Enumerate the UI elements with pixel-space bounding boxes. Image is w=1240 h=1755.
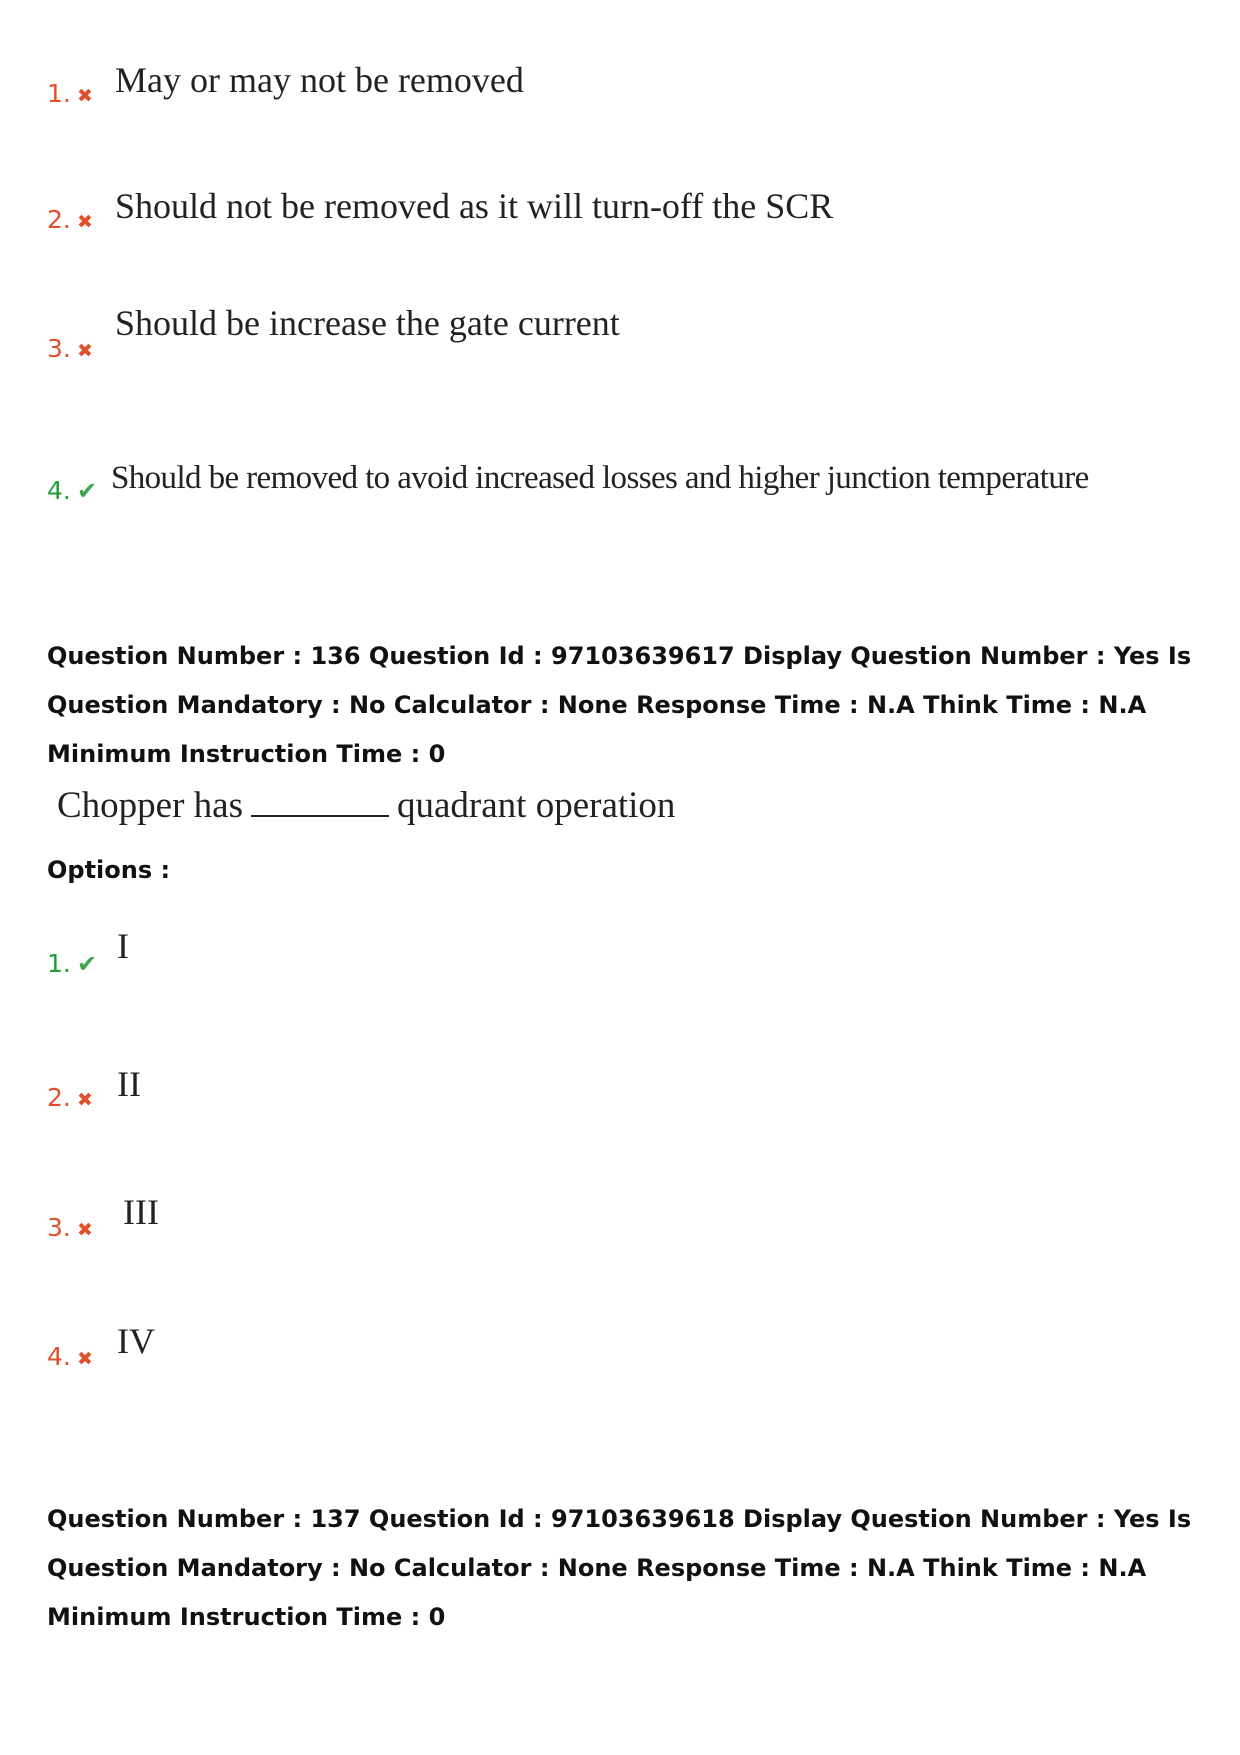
option-text: IV xyxy=(117,1321,155,1361)
question-text-after: quadrant operation xyxy=(397,785,676,826)
cross-icon: ✖ xyxy=(77,85,93,107)
q136-option-2 xyxy=(47,1064,141,1112)
question-meta-136: Question Number : 136 Question Id : 97103639617 Display Question Number : Yes Is Question Mandatory : No Calculator : None Response Time : N.A Think Time : N.A Minimum Instruction Time : 0 xyxy=(47,642,1192,768)
option-text: II xyxy=(117,1064,141,1104)
option-text: Should be removed to avoid increased losses and higher junction temperature xyxy=(111,460,1089,496)
q136-option-1 xyxy=(47,926,129,978)
prev-option-1 xyxy=(47,60,524,108)
cross-icon: ✖ xyxy=(77,340,93,362)
q136-option-4 xyxy=(47,1321,155,1371)
cross-icon: ✖ xyxy=(77,1089,93,1111)
option-number: 2. xyxy=(47,1083,71,1112)
question-meta-137: Question Number : 137 Question Id : 97103639618 Display Question Number : Yes Is Question Mandatory : No Calculator : None Response Time : N.A Think Time : N.A Minimum Instruction Time : 0 xyxy=(47,1505,1192,1631)
cross-icon: ✖ xyxy=(77,1348,93,1370)
q136-option-3 xyxy=(47,1192,159,1242)
prev-option-3 xyxy=(47,303,620,363)
question-text-136 xyxy=(57,784,675,827)
option-number: 2. xyxy=(47,205,71,234)
option-text: III xyxy=(123,1192,159,1232)
option-number: 1. xyxy=(47,949,71,978)
question-text-before: Chopper has xyxy=(57,785,243,826)
option-number: 4. xyxy=(47,1342,71,1371)
option-number: 4. xyxy=(47,476,71,505)
check-icon: ✔ xyxy=(77,477,98,505)
option-number: 1. xyxy=(47,79,71,108)
option-number: 3. xyxy=(47,334,71,363)
cross-icon: ✖ xyxy=(77,1219,93,1241)
prev-option-2 xyxy=(47,186,834,234)
check-icon: ✔ xyxy=(77,950,98,978)
option-text: Should be increase the gate current xyxy=(115,303,620,343)
option-text: Should not be removed as it will turn-off the SCR xyxy=(115,186,834,226)
option-text: May or may not be removed xyxy=(115,60,524,100)
answer-blank xyxy=(251,785,389,817)
cross-icon: ✖ xyxy=(77,211,93,233)
options-label: Options : xyxy=(47,856,171,884)
option-number: 3. xyxy=(47,1213,71,1242)
option-text: I xyxy=(117,926,129,966)
prev-option-4 xyxy=(47,460,1089,505)
